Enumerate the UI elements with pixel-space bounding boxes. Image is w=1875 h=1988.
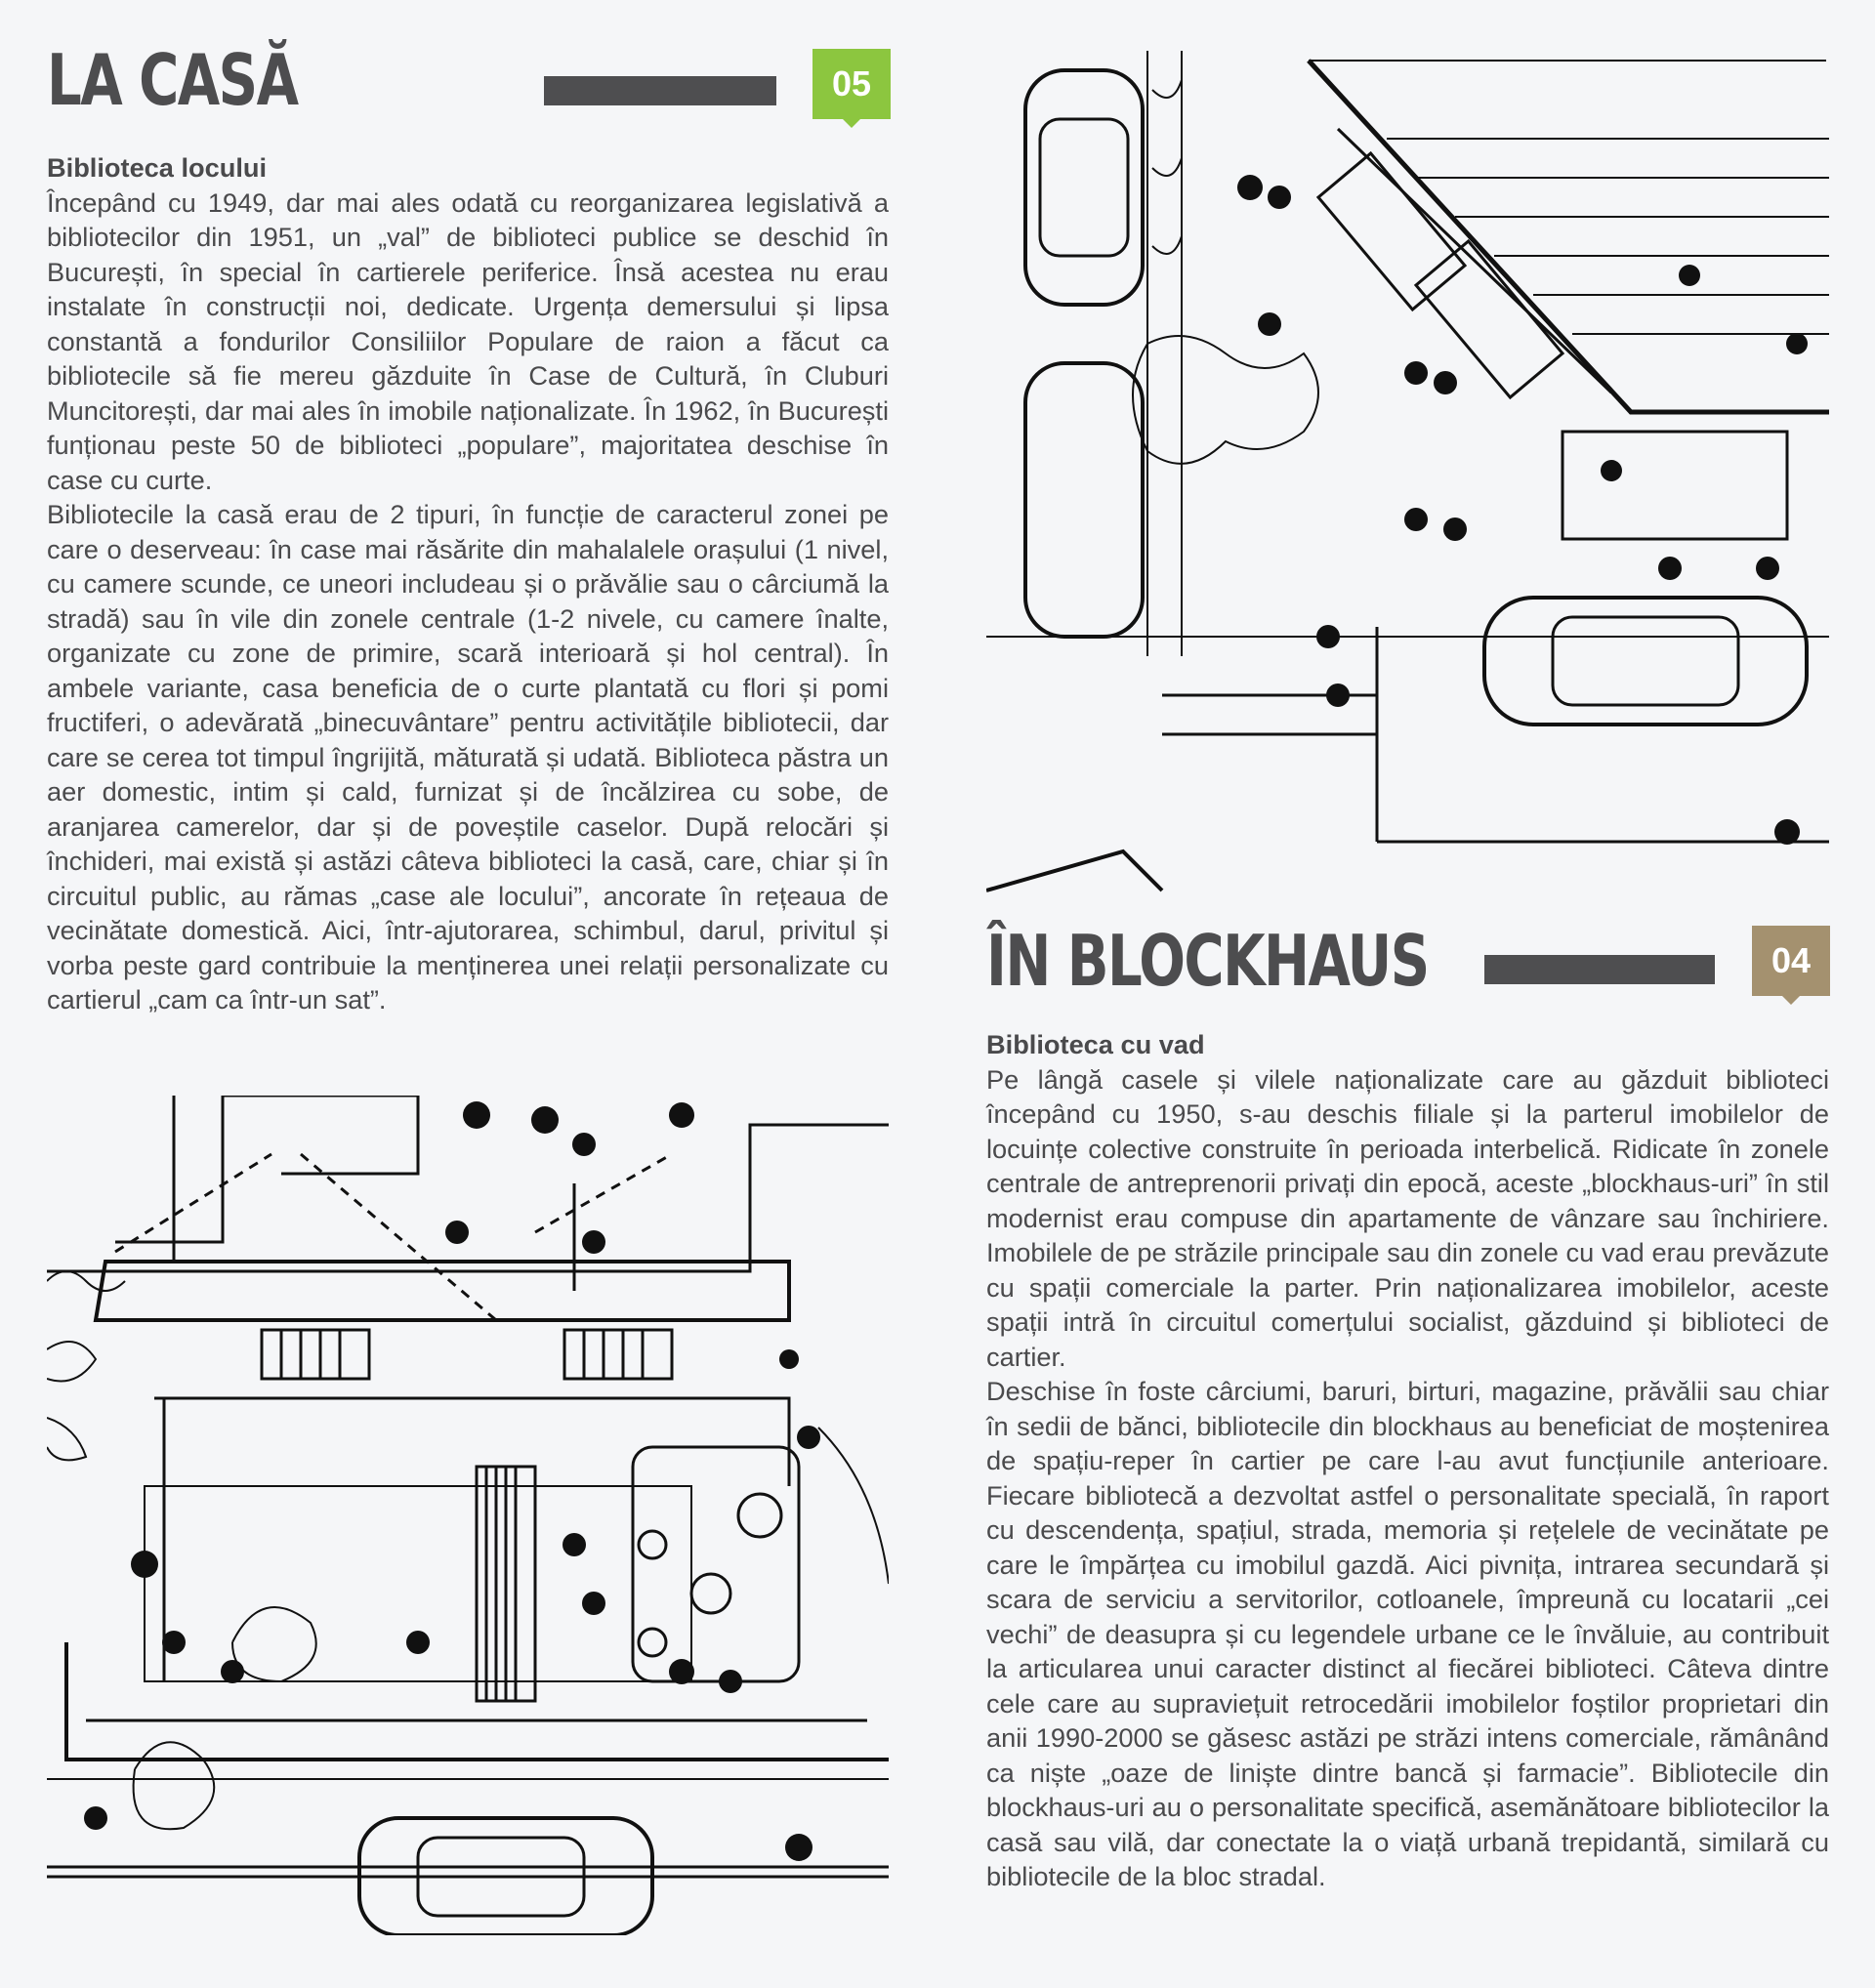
left-section-title: LA CASĂ: [47, 39, 298, 121]
left-paragraph-2: Bibliotecile la casă erau de 2 tipuri, în funcție de caracterul zonei pe care o deserveau: în case mai răsărite din mahalalele orașului (1 nivel, cu camere scunde, ce uneori includeau și o prăvălie sau o cârciumă la stradă) sau în vile din zonele centrale (1-2 nivele, cu camere înalte, organizate cu zone de primire, scară interioară și hol central). În ambele variante, casa beneficia de o curte plantată cu flori și pomi fructiferi, o adevărată „binecuvântare” pentru activitățile bibliotecii, dar care se cerea tot timpul îngrijită, măturată și udată. Biblioteca păstra un aer domestic, intim și cald, furnizat și de încălzirea cu sobe, de aranjarea camerelor, dar și de poveștile caselor. După relocări și închideri, mai există și astăzi câteva biblioteci la casă, care, chiar și în circuitul public, au rămas „case ale locului”, ancorate în rețeaua de vecinătate domestică. Aici, într-ajutorarea, schimbul, darul, privitul și vorba peste gard contribuie la menținerea unei relații personalizate cu cartierul „cam ca într-un sat”.: [47, 499, 889, 1015]
left-section-subtitle: Biblioteca locului: [47, 152, 268, 183]
right-title-bar: [1484, 955, 1715, 984]
right-section-text: [986, 1027, 1829, 1894]
right-section-subtitle: Biblioteca cu vad: [986, 1029, 1205, 1059]
left-section-text: [47, 150, 889, 1017]
left-title-bar: [544, 76, 776, 105]
right-page-badge: 04: [1752, 926, 1830, 996]
blockhaus-library-illustration: [986, 51, 1829, 892]
house-library-illustration: [47, 1096, 889, 1935]
left-page-badge: 05: [812, 49, 891, 119]
right-section-title: ÎN BLOCKHAUS: [986, 920, 1429, 1002]
right-paragraph-1: Pe lângă casele și vilele naționalizate care au găzduit biblioteci începând cu 1950, s-au deschis filiale și la parterul imobilelor de locuințe colective construite în perioada interbelică. Ridicate în zonele centrale de antreprenorii privați din epocă, aceste „blockhaus-uri” în stil modernist erau compuse din apartamente de vânzare sau închiriere. Imobilele de pe străzile principale sau din zonele cu vad erau prevăzute cu spații comerciale la parter. Prin naționalizarea imobilelor, aceste spații intră în circuitul comerțului socialist, găzduind și biblioteci de cartier.: [986, 1063, 1829, 1372]
left-paragraph-1: Începând cu 1949, dar mai ales odată cu reorganizarea legislativă a bibliotecilor din 1951, un „val” de biblioteci publice se deschid în București, în special în cartierele periferice. Însă acestea nu erau instalate în construcții noi, dedicate. Urgența demersului și lipsa constantă a fondurilor Consiliilor Populare de raion a făcut ca bibliotecile să fie mereu găzduite în Case de Cultură, în Cluburi Muncitorești, dar mai ales în imobile naționalizate. În 1962, în București funționau peste 50 de biblioteci „populare”, majoritatea deschise în case cu curte.: [47, 186, 889, 495]
right-paragraph-2: Deschise în foste cârciumi, baruri, birturi, magazine, prăvălii sau chiar în sedii de bănci, bibliotecile din blockhaus au beneficiat de moștenirea de spațiu-reper în cartier pe care l-au avut funcțiunile anterioare. Fiecare bibliotecă a dezvoltat astfel o personalitate specială, în raport cu descendența, spațiul, strada, memoria și rețelele de vecinătate pe care le împărțea cu imobilul gazdă. Aici pivnița, intrarea secundară și scara de serviciu a servitorilor, cotloanele, împreună cu locatarii „cei vechi” de deasupra și cu legendele urbane ce le învăluie, au contribuit la articularea unui caracter distinct al fiecărei biblioteci. Câteva dintre cele care au supraviețuit retrocedării imobilelor foștilor proprietari din anii 1990-2000 se găsesc astăzi pe străzi intens comerciale, rămânând ca niște „oaze de liniște dintre bancă și farmacie”. Bibliotecile din blockhaus-uri au o personalitate specifică, asemănătoare bibliotecilor la casă sau vilă, dar conectate la o viață urbană trepidantă, similară cu bibliotecile de la bloc stradal.: [986, 1376, 1829, 1891]
